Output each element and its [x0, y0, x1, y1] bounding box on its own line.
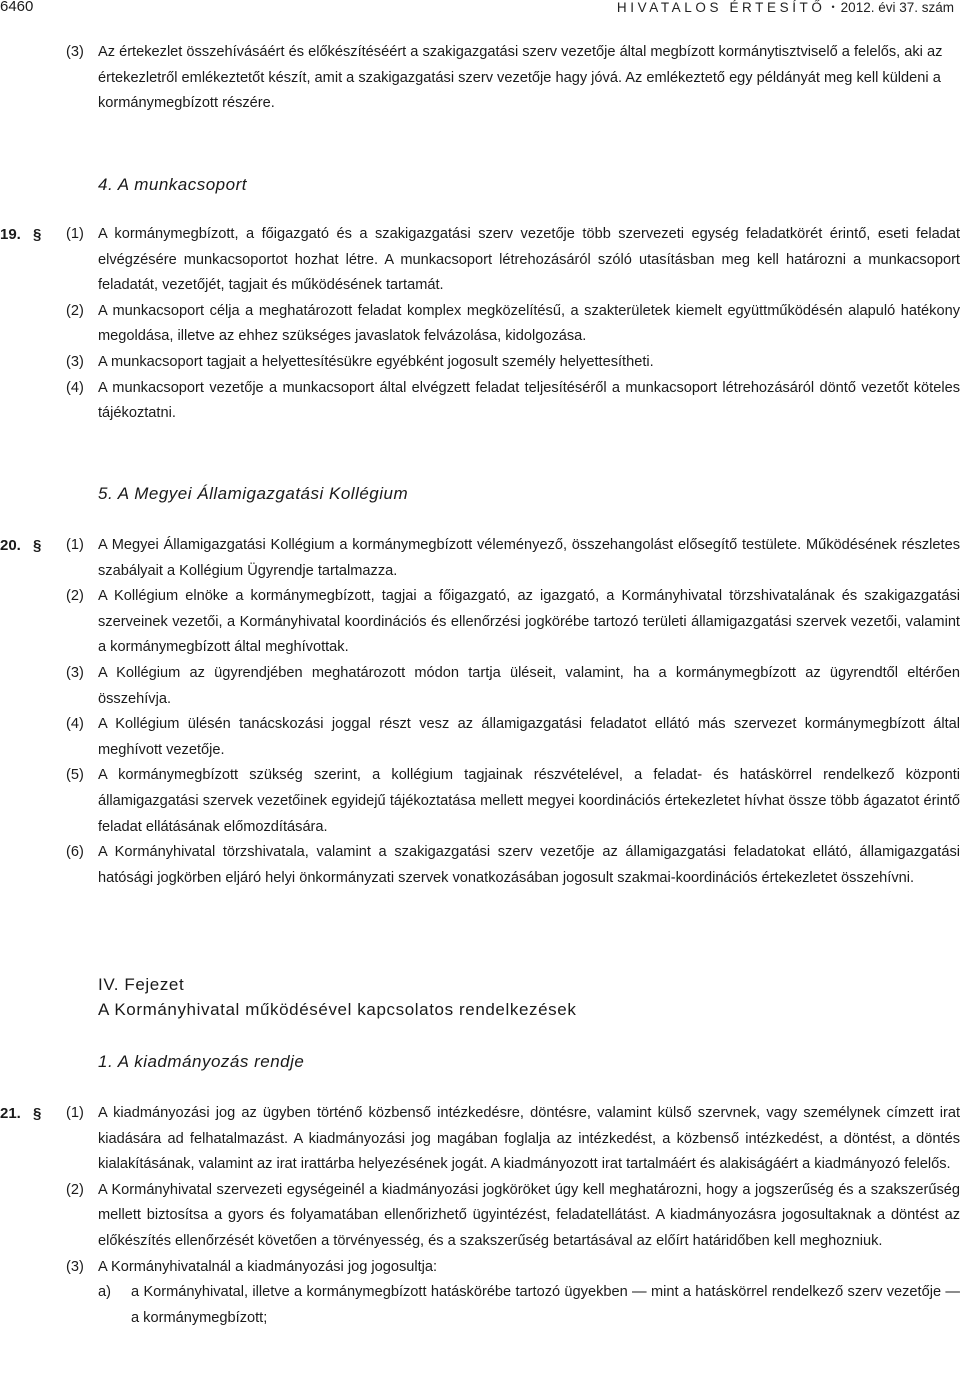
sub-item-label: a): [98, 1284, 111, 1301]
item-text: A kormánymegbízott, a főigazgató és a szakigazgatási szerv vezetője több szervezeti egység feladatkörét érintő, eseti feladat elvégzésére munkacsoportot hozhat létre. A munkacsoport létrehozásáról szóló utasításban meg kell határozni a munkacsoport feladatát, vezetőjét, tagjait és működésének tartamát.: [98, 226, 960, 294]
item-number: (1): [66, 537, 84, 553]
item-text: A Kormányhivatal szervezeti egységeinél a kiadmányozási jogköröket úgy kell meghatározni, hogy a jogszerűség és a szakszerűség mellett biztosítsa a gyors és folyamatában ellenőrizhető ügyintézést, feladatellátást. A kiadmányozásra jogosultaknak a döntést az előkészítés ellenőrzését követően a törvényesség, és a szakszerűség betartásával az előírt határidőben kell meghozniuk.: [98, 1181, 960, 1249]
item-number: (3): [66, 353, 84, 370]
paragraph-20: [0, 533, 960, 891]
intro-paragraph: [0, 40, 960, 117]
item-number: (1): [66, 226, 84, 242]
bullet-separator: •: [831, 2, 835, 12]
item-text: A munkacsoport célja a meghatározott feladat komplex megközelítésű, a szakterületek kiemelt együttműködésén alapuló hatékony megoldása, illetve az ehhez szükséges javaslatok felvázolása, kidolgozása.: [98, 302, 960, 345]
item-number: (5): [66, 767, 84, 784]
section-symbol: §: [33, 226, 42, 243]
item-text: A Kollégium ülésén tanácskozási joggal részt vesz az államigazgatási feladatot ellátó más szervezet kormánymegbízott által meghívott vezetője.: [98, 716, 960, 758]
paragraph-item: [0, 350, 960, 376]
paragraph-item: [0, 533, 960, 584]
paragraph-item: [0, 840, 960, 891]
paragraph-item: [0, 712, 960, 763]
section-title: 4. A munkacsoport: [98, 175, 247, 194]
item-number: (1): [66, 1105, 84, 1121]
paragraph-number: 21.: [0, 1105, 21, 1122]
paragraph-item: [0, 222, 960, 299]
paragraph-item: [0, 584, 960, 661]
section-title: 1. A kiadmányozás rendje: [98, 1052, 305, 1071]
item-number: (3): [66, 1258, 84, 1275]
paragraph-item: [0, 1255, 960, 1281]
paragraph-item: [0, 299, 960, 350]
item-text: A munkacsoport vezetője a munkacsoport által elvégzett feladat teljesítéséről a munkacsoport létrehozásáról döntő vezetőt köteles tájékoztatni.: [98, 379, 960, 422]
paragraph-item: [0, 1101, 960, 1178]
item-number: (6): [66, 844, 84, 861]
item-number: (3): [66, 664, 84, 681]
paragraph-item: [0, 376, 960, 427]
sub-item-text: a Kormányhivatal, illetve a kormánymegbízott hatáskörébe tartozó ügyekben — mint a hatáskörrel rendelkező szerv vezetője — a kormánymegbízott;: [131, 1284, 960, 1326]
paragraph-number: 20.: [0, 537, 21, 554]
item-number: (4): [66, 379, 84, 396]
item-text: A Kormányhivatalnál a kiadmányozási jog jogosultja:: [98, 1258, 438, 1275]
paragraph-19: [0, 222, 960, 427]
item-text: A Kormányhivatal törzshivatala, valamint a szakigazgatási szerv vezetője az államigazgatási feladatokat ellátó, államigazgatási hatósági jogkörben eljáró helyi önkormányzati szervek vonatkozásában jogosult szakmai-koordinációs értekezletet összehívni.: [98, 844, 960, 886]
paragraph-number: 19.: [0, 226, 21, 243]
item-text: A kiadmányozási jog az ügyben történő közbenső intézkedésre, döntésre, valamint külső szervnek, vagy személynek címzett irat kiadására ad felhatalmazást. A kiadmányozási jog magában foglalja az intézkedést, a közbenső intézkedést, a döntést, a döntés kialakításának, valamint az irat irattárba helyezésének jogát. A kiadmányozott irat tartalmáért és alakiságáért a kiadmányozó felelős.: [98, 1105, 960, 1173]
journal-title: HIVATALOS ÉRTESÍTŐ: [616, 0, 826, 15]
item-text: A Kollégium elnöke a kormánymegbízott, tagjai a főigazgató, az igazgató, a Kormányhivatal törzshivatalának és szakigazgatási szerveinek vezetői, a Kormányhivatal koordinációs és ellenőrzési jogkörébe tartozó területi államigazgatási szervek vezetői, valamint a kormánymegbízott által meghívottak.: [98, 588, 960, 656]
paragraph-item: [0, 661, 960, 712]
item-text: A Megyei Államigazgatási Kollégium a kormánymegbízott véleményező, összehangolást elősegítő testülete. Működésének részletes szabályait a Kollégium Ügyrendje tartalmazza.: [98, 537, 960, 579]
item-number: (2): [66, 302, 84, 319]
paragraph-item: [0, 1178, 960, 1255]
chapter-number: IV. Fejezet: [98, 975, 185, 994]
running-header: [0, 0, 960, 19]
section-symbol: §: [33, 537, 42, 554]
paragraph-21: [0, 1101, 960, 1331]
sub-item: [0, 1280, 960, 1331]
chapter-title: A Kormányhivatal működésével kapcsolatos rendelkezések: [98, 1000, 577, 1019]
item-text: Az értekezlet összehívásáért és előkészítéséért a szakigazgatási szerv vezetője által megbízott kormánytisztviselő a felelős, aki az értekezletről emlékeztetőt készít, amit a szakigazgatási szerv vezetője hagy jóvá. Az emlékeztető egy példányát meg kell küldeni a kormánymegbízott részére.: [98, 44, 943, 112]
page-number: 6460: [0, 0, 34, 15]
paragraph-item: [0, 40, 960, 117]
item-number: (4): [66, 716, 84, 733]
issue-label: 2012. évi 37. szám: [840, 0, 954, 15]
item-text: A Kollégium az ügyrendjében meghatározott módon tartja üléseit, valamint, ha a kormánymegbízott az ügyrendtől eltérően összehívja.: [98, 664, 960, 707]
running-head: [617, 0, 954, 18]
section-symbol: §: [33, 1105, 42, 1122]
item-number: (2): [66, 588, 84, 605]
item-number: (3): [66, 44, 84, 60]
item-text: A kormánymegbízott szükség szerint, a kollégium tagjainak részvételével, a feladat- és hatáskörrel rendelkező központi államigazgatási szervek vezetőinek egyidejű tájékoztatása mellett megyei koordinációs értekezletet hívhat össze több ágazatot érintő feladat ellátásának előmozdítására.: [98, 767, 960, 835]
paragraph-item: [0, 763, 960, 840]
item-text: A munkacsoport tagjait a helyettesítésükre egyébként jogosult személy helyettesítheti.: [98, 353, 654, 370]
section-title: 5. A Megyei Államigazgatási Kollégium: [98, 484, 409, 503]
item-number: (2): [66, 1181, 84, 1198]
